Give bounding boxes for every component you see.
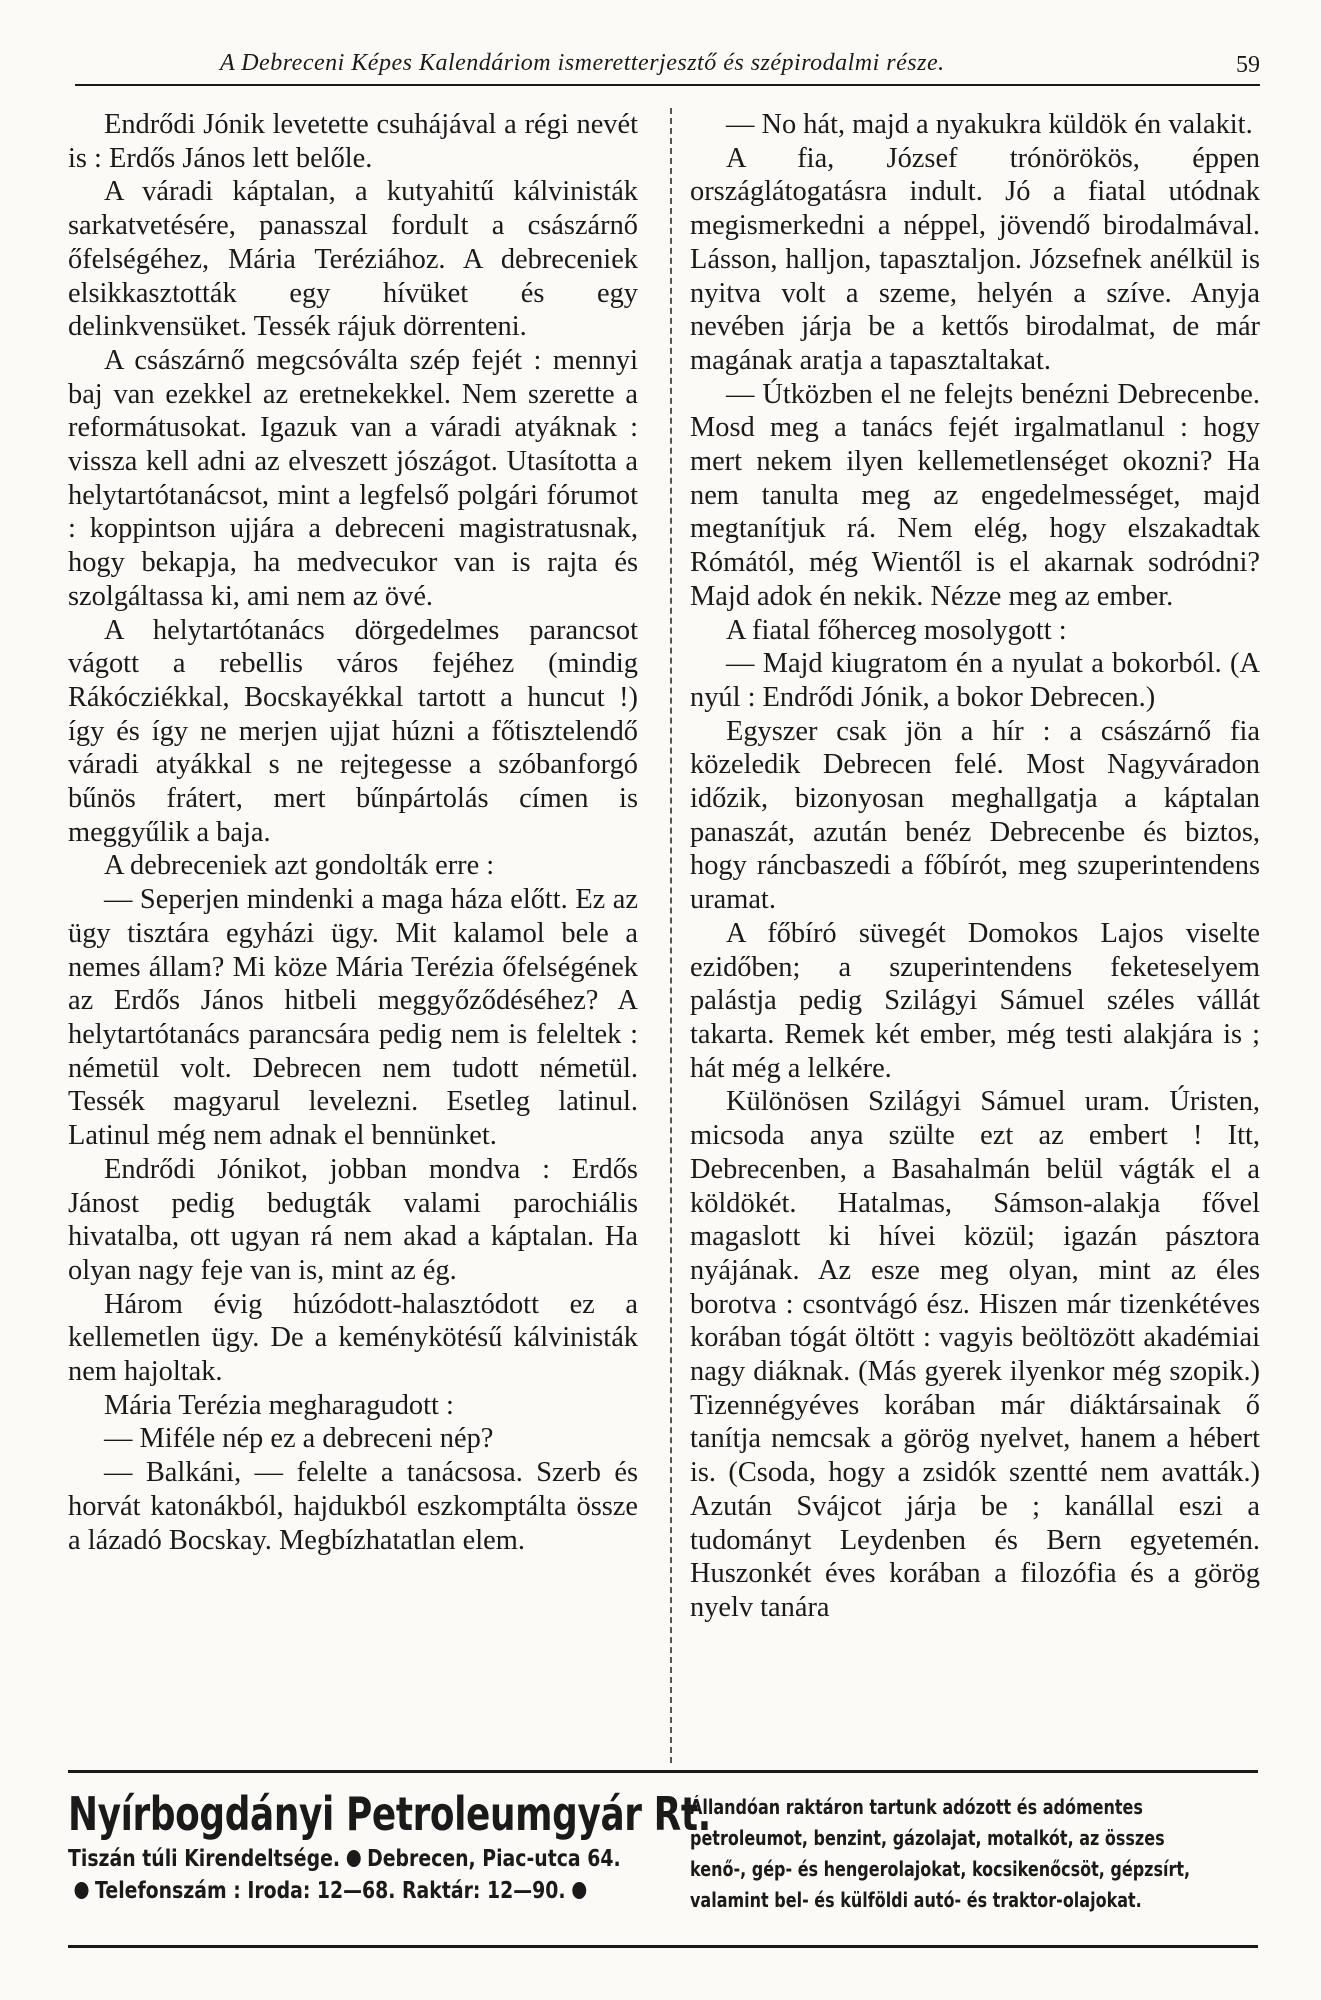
paragraph: Mária Terézia megharagudott :	[104, 1389, 454, 1421]
right-column	[690, 108, 1260, 1625]
advertisement-phone-line	[68, 1875, 566, 1907]
paragraph: A fia, József trónörökös, éppen országlátogatásra indult. Jó a fiatal utódnak megismerkedni a néppel, jövendő birodalmával. Lásson, halljon, tapasztaljon. Józsefnek anélkül is nyitva volt a szeme, helyén a szíve. Anyja nevében járja be a kettős birodalmat, de már magának aratja a tapasztaltakat.	[690, 142, 1260, 376]
page-number: 59	[1236, 52, 1260, 78]
paragraph: A császárnő megcsóválta szép fejét : mennyi baj van ezekkel az eretnekekkel. Nem szerette a reformátusokat. Igazuk van a váradi atyáknak : vissza kell adni az elveszett jószágot. Utasította a helytartótanácsot, mint a legfelső polgári fórumot : koppintson ujjára a debreceni magistratusnak, hogy bekapja, ha medvecukor van is rajta és szolgáltassa ki, ami nem az övé.	[68, 344, 638, 612]
paragraph: — Balkáni, — felelte a tanácsosa. Szerb és horvát katonákból, hajdukból eszkomptálta össze a lázadó Bocskay. Megbízhatatlan elem.	[68, 1457, 638, 1556]
paragraph: Három évig húzódott-halasztódott ez a kellemetlen ügy. De a keménykötésű kálvinisták nem hajoltak.	[68, 1288, 638, 1388]
bullet-icon	[572, 1882, 586, 1899]
paragraph: Különösen Szilágyi Sámuel uram. Úristen, micsoda anya szülte ezt az embert ! Itt, Debrecenben, a Basahalmán belül vágták el a köldökét. Hatalmas, Sámson-alakja fővel magaslott ki hívei közül; igazán pásztora nyájának. Az esze meg olyan, mint az éles borotva : csontvágó ész. Hiszen már tizenkétéves korában tógát öltött : vagyis beöltözött akadémiai nagy diáknak. (Más gyerek ilyenkor még szopik.) Tizennégyéves korában már diáktársainak ő tanítja nemcsak a görög nyelvet, hanem a hébert is. (Csoda, hogy a zsidók szentté nem avatták.) Azután Svájcot járja be ; kanállal eszi a tudományt Leydenben és Bern egyetemén. Huszonkét éves korában a filozófia és a görög nyelv tanára	[690, 1086, 1260, 1623]
paragraph: A debreceniek azt gondolták erre :	[104, 850, 495, 882]
advertisement-product-line: kenő-, gép- és hengerolajokat, kocsikenőcsöt, gépzsírt,	[690, 1857, 1191, 1881]
advertisement-branch-line	[68, 1843, 621, 1875]
paragraph: A helytartótanács dörgedelmes parancsot vágott a rebellis város fejéhez (mindig Rákócziékkal, Bocskayékkal tartott a huncut !) így és így ne merjen ujjat húzni a főtisztelendő váradi atyákkal s ne rejtegesse a szóbanforgó bűnös frátert, mert bűnpártolás címen is meggyűlik a baja.	[68, 614, 638, 848]
running-title: A Debreceni Képes Kalendáriom ismeretterjesztő és szépirodalmi része.	[220, 50, 945, 76]
advertisement-top-rule	[68, 1770, 1258, 1773]
advertisement-product-line: petroleumot, benzint, gázolajat, motalkót, az összes	[690, 1826, 1165, 1850]
paragraph: — Majd kiugratom én a nyulat a bokorból. (A nyúl : Endrődi Jónik, a bokor Debrecen.)	[690, 648, 1260, 713]
bullet-icon	[347, 1850, 361, 1867]
page-header	[75, 44, 1260, 86]
advertisement-company-name: Nyírbogdányi Petroleumgyár Rt.	[68, 1787, 711, 1841]
paragraph: — Útközben el ne felejts benézni Debrecenbe. Mosd meg a tanács fejét irgalmatlanul : hogy mert nekem ilyen kellemetlenséget okozni? Ha nem tanulta meg az engedelmességet, majd megtanítjuk rá. Nem elég, hogy elszakadtak Rómától, még Wientől is el akarnak sodródni? Majd adok én nekik. Nézze meg az ember.	[690, 378, 1260, 612]
branch-label: Tiszán túli Kirendeltsége.	[68, 1846, 341, 1872]
column-divider	[670, 108, 672, 1763]
advertisement-bottom-rule	[68, 1945, 1258, 1948]
phone-label: Telefonszám :	[95, 1878, 241, 1904]
advertisement-company-block	[68, 1785, 711, 1907]
advertisement-product-line: valamint bel- és külföldi autó- és traktor-olajokat.	[690, 1888, 1142, 1912]
paragraph: Endrődi Jónikot, jobban mondva : Erdős Jánost pedig bedugták valami parochiális hivatalba, ott ugyan rá nem akad a káptalan. Ha olyan nagy feje van is, mint az ég.	[68, 1153, 638, 1286]
left-column	[68, 108, 638, 1557]
paragraph: — Seperjen mindenki a maga háza előtt. Ez az ügy tisztára egyházi ügy. Mit kalamol bele a nemes állam? Mi köze Mária Terézia őfelségének az Erdős János hitbeli meggyőződéséhez? A helytartótanács parancsára pedig nem is feleltek : németül volt. Debrecen nem tudott németül. Tessék magyarul levelezni. Esetleg latinul. Latinul még nem adnak el bennünket.	[68, 884, 638, 1152]
paragraph: — Miféle nép ez a debreceni nép?	[104, 1423, 494, 1455]
paragraph: Endrődi Jónik levetette csuhájával a régi nevét is : Erdős János lett belőle.	[68, 109, 638, 174]
bullet-icon	[75, 1882, 89, 1899]
paragraph: A fiatal főherceg mosolygott :	[726, 614, 1067, 646]
phone-office: Iroda: 12—68.	[247, 1878, 396, 1904]
paragraph: — No hát, majd a nyakukra küldök én valakit.	[726, 109, 1253, 140]
paragraph: Egyszer csak jön a hír : a császárnő fia közeledik Debrecen felé. Most Nagyváradon időzik, bizonyosan meghallgatja a káptalan panaszát, azután benéz Debrecenbe és biztos, hogy ráncbaszedi a főbírót, meg szuperintendens uramat.	[690, 715, 1260, 916]
branch-address: Debrecen, Piac-utca 64.	[367, 1846, 621, 1872]
paragraph: A váradi káptalan, a kutyahitű kálvinisták sarkatvetésére, panasszal fordult a császárnő őfelségéhez, Mária Teréziához. A debreceniek elsikkasztották egy hívüket és egy delinkvensüket. Tessék rájuk dörrenteni.	[68, 176, 638, 343]
advertisement-product-block	[690, 1792, 1260, 1916]
paragraph: A főbíró süvegét Domokos Lajos viselte ezidőben; a szuperintendens feketeselyem palástja pedig Szilágyi Sámuel széles vállát takarta. Remek két ember, még testi alakjára is ; hát még a lelkére.	[690, 917, 1260, 1084]
advertisement-product-line: Állandóan raktáron tartunk adózott és adómentes	[690, 1795, 1143, 1819]
phone-warehouse: Raktár: 12—90.	[402, 1878, 566, 1904]
